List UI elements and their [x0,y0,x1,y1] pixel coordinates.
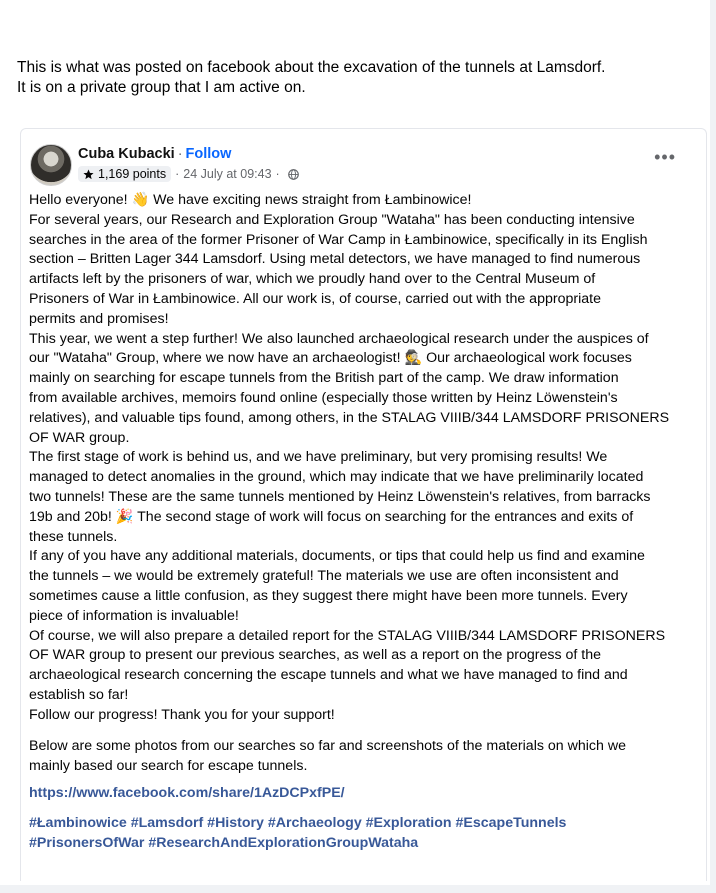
post-body-line: piece of information is invaluable! [29,607,239,624]
intro-text [17,58,697,98]
facebook-post [20,128,707,881]
post-body-line: searches in the area of the former Prisoner of War Camp in Łambinowice, specifically in its English [29,231,648,248]
follow-button[interactable]: Follow [185,146,232,162]
intro-line: This is what was posted on facebook about the excavation of the tunnels at Lamsdorf. [17,59,606,76]
post-body-line: relatives), and valuable tips found, among others, in the STALAG VIIIB/344 LAMSDORF PRISONERS [29,409,670,426]
points-count: 1,169 points [98,167,167,181]
post-body-line: managed to detect anomalies in the ground, which may indicate that we have preliminarily located [29,469,644,486]
post-date[interactable]: 24 July at 09:43 [183,167,272,181]
post-meta [78,166,299,182]
page-footer-gutter [0,885,716,893]
hashtag-line[interactable]: #Łambinowice #Lamsdorf #History #Archaeology #Exploration #EscapeTunnels [29,815,567,831]
separator: · [275,167,280,181]
post-body-line: This year, we went a step further! We also launched archaeological research under the auspices of [29,330,649,347]
post-body-line: our "Wataha" Group, where we now have an archaeologist! 🕵 Our archaeological work focuses [29,350,632,367]
post-body-line: from available archives, memoirs found online (especially those written by Heinz Löwenstein's [29,389,618,406]
post-header [78,146,231,162]
post-body-line: Prisoners of War in Łambinowice. All our work is, of course, carried out with the appropriate [29,290,601,307]
photos-note [29,737,699,777]
points-badge[interactable] [78,166,171,182]
post-body-line: sometimes cause a little confusion, as they suggest there might have been more tunnels. Every [29,587,628,604]
post-body-line: two tunnels! These are the same tunnels mentioned by Heinz Löwenstein's relatives, from barracks [29,488,651,505]
post-body-line: permits and promises! [29,310,169,327]
separator: · [177,146,183,162]
photos-note-line: mainly based our search for escape tunnels. [29,757,308,774]
post-body-line: If any of you have any additional materials, documents, or tips that could help us find and examine [29,548,645,565]
post-body-line: mainly on searching for escape tunnels from the British part of the camp. We draw information [29,370,619,387]
post-body [29,191,699,726]
scrollbar-track[interactable] [710,0,716,893]
post-body-line: archaeological research concerning the escape tunnels and what we have managed to find and [29,667,628,684]
post-body-line: OF WAR group to present our previous searches, as well as a report on the progress of the [29,647,601,664]
post-body-line: Hello everyone! 👋 We have exciting news straight from Łambinowice! [29,192,472,208]
avatar[interactable] [30,144,72,186]
hashtag-line[interactable]: #PrisonersOfWar #ResearchAndExplorationGroupWataha [29,835,419,851]
post-body-line: artifacts left by the prisoners of war, which we proudly hand over to the Central Museum of [29,271,596,288]
post-body-line: 19b and 20b! 🎉 The second stage of work will focus on searching for the entrances and exits of [29,508,634,525]
star-icon [83,169,94,180]
share-link[interactable]: https://www.facebook.com/share/1AzDCPxfPE/ [29,785,345,801]
photos-note-line: Below are some photos from our searches so far and screenshots of the materials on which we [29,738,626,754]
post-body-line: establish so far! [29,686,129,703]
globe-icon [288,169,299,180]
post-body-line: the tunnels – we would be extremely grateful! The materials we use are often inconsistent and [29,568,619,585]
more-icon[interactable]: ••• [654,147,676,167]
intro-line: It is on a private group that I am active on. [17,79,306,96]
author-name[interactable]: Cuba Kubacki [78,146,175,162]
post-body-line: The first stage of work is behind us, and we have preliminary, but very promising results! We [29,449,608,466]
post-body-line: section – Britten Lager 344 Lamsdorf. Using metal detectors, we have managed to find numerous [29,251,641,268]
post-body-line: Follow our progress! Thank you for your support! [29,706,335,723]
post-body-line: these tunnels. [29,528,118,545]
post-body-line: For several years, our Research and Exploration Group "Wataha" has been conducting intensive [29,211,635,228]
post-body-line: Of course, we will also prepare a detailed report for the STALAG VIIIB/344 LAMSDORF PRISONERS [29,627,666,644]
separator: · [175,167,180,181]
hashtags [29,813,566,853]
post-body-line: OF WAR group. [29,429,130,446]
